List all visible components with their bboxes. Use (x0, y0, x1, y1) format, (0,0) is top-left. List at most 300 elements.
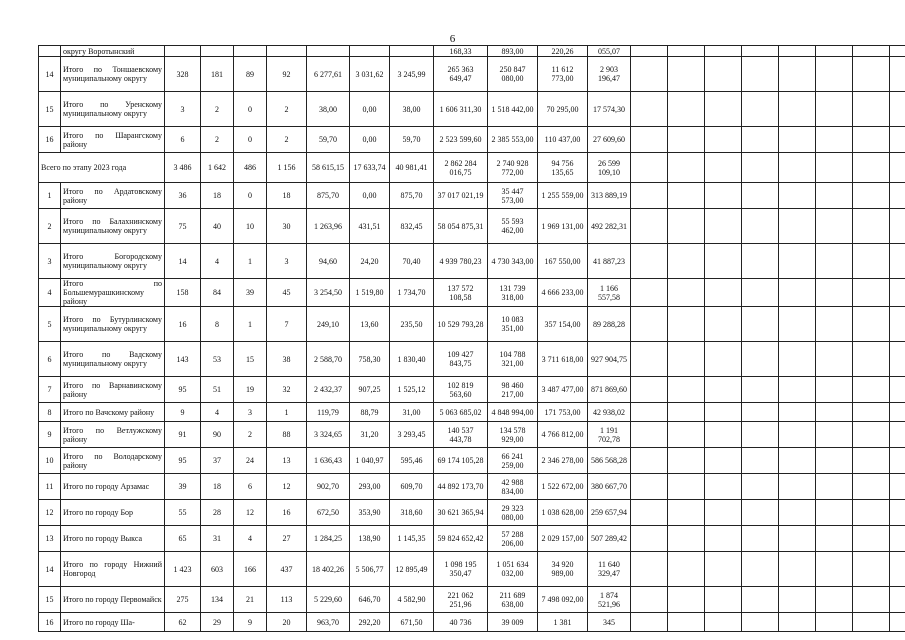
empty-cell (742, 127, 779, 153)
empty-cell (890, 474, 905, 500)
empty-cell (779, 279, 816, 307)
table-row (39, 448, 905, 474)
value-cell: 4 (201, 244, 234, 279)
value-cell: 1 734,70 (390, 279, 434, 307)
empty-cell (631, 587, 668, 613)
empty-cell (631, 526, 668, 552)
empty-cell (816, 92, 853, 127)
empty-cell (816, 448, 853, 474)
value-cell: 16 (267, 500, 307, 526)
value-cell: 44 892 173,70 (434, 474, 488, 500)
value-cell: 166 (234, 552, 267, 587)
row-number: 8 (39, 403, 61, 422)
empty-cell (890, 244, 905, 279)
empty-cell (631, 183, 668, 209)
empty-cell (742, 46, 779, 57)
value-cell: 1 (234, 307, 267, 342)
value-cell: 92 (267, 57, 307, 92)
value-cell: 211 689 638,00 (488, 587, 538, 613)
empty-cell (816, 587, 853, 613)
empty-cell (779, 209, 816, 244)
row-name: Итого по Володарскому району (61, 448, 165, 474)
value-cell: 2 (234, 422, 267, 448)
row-name: Итого по Уренскому муниципальному округу (61, 92, 165, 127)
value-cell: 1 191 702,78 (588, 422, 631, 448)
empty-cell (742, 342, 779, 377)
value-cell: 318,60 (390, 500, 434, 526)
empty-cell (705, 422, 742, 448)
empty-cell (890, 448, 905, 474)
empty-cell (742, 153, 779, 183)
empty-cell (668, 279, 705, 307)
value-cell: 220,26 (538, 46, 588, 57)
empty-cell (705, 613, 742, 632)
value-cell: 171 753,00 (538, 403, 588, 422)
value-cell: 109 427 843,75 (434, 342, 488, 377)
value-cell: 3 031,62 (350, 57, 390, 92)
empty-cell (742, 587, 779, 613)
value-cell: 431,51 (350, 209, 390, 244)
value-cell: 1 051 634 032,00 (488, 552, 538, 587)
empty-cell (742, 377, 779, 403)
empty-cell (816, 244, 853, 279)
empty-cell (779, 448, 816, 474)
value-cell: 2 862 284 016,75 (434, 153, 488, 183)
empty-cell (705, 587, 742, 613)
empty-cell (816, 422, 853, 448)
empty-cell (853, 448, 890, 474)
value-cell: 32 (267, 377, 307, 403)
value-cell: 14 (165, 244, 201, 279)
value-cell: 59 824 652,42 (434, 526, 488, 552)
value-cell: 110 437,00 (538, 127, 588, 153)
table-row (39, 279, 905, 307)
empty-cell (668, 153, 705, 183)
row-name: Итого по Балахнинскому муниципальному округу (61, 209, 165, 244)
empty-cell (779, 474, 816, 500)
value-cell: 1 263,96 (307, 209, 350, 244)
table-row (39, 422, 905, 448)
empty-cell (853, 403, 890, 422)
value-cell: 7 498 092,00 (538, 587, 588, 613)
empty-cell (890, 209, 905, 244)
value-cell: 0,00 (350, 127, 390, 153)
row-name: Итого по Вадскому муниципальному округу (61, 342, 165, 377)
empty-cell (890, 500, 905, 526)
value-cell: 902,70 (307, 474, 350, 500)
empty-cell (668, 474, 705, 500)
empty-cell (816, 403, 853, 422)
empty-cell (890, 153, 905, 183)
row-number: 6 (39, 342, 61, 377)
value-cell: 113 (267, 587, 307, 613)
value-cell: 3 487 477,00 (538, 377, 588, 403)
value-cell: 3 486 (165, 153, 201, 183)
row-name: Итого по городу Бор (61, 500, 165, 526)
value-cell: 39 (234, 279, 267, 307)
value-cell: 0,00 (350, 92, 390, 127)
empty-cell (705, 474, 742, 500)
empty-cell (816, 209, 853, 244)
value-cell: 158 (165, 279, 201, 307)
row-number: 16 (39, 127, 61, 153)
value-cell: 58 054 875,31 (434, 209, 488, 244)
empty-cell (890, 552, 905, 587)
value-cell: 137 572 108,58 (434, 279, 488, 307)
empty-cell (853, 46, 890, 57)
value-cell: 3 711 618,00 (538, 342, 588, 377)
empty-cell (890, 92, 905, 127)
value-cell: 293,00 (350, 474, 390, 500)
empty-cell (816, 153, 853, 183)
value-cell: 507 289,42 (588, 526, 631, 552)
empty-cell (890, 279, 905, 307)
empty-cell (668, 377, 705, 403)
value-cell: 586 568,28 (588, 448, 631, 474)
empty-cell (668, 422, 705, 448)
table-row (39, 474, 905, 500)
value-cell: 138,90 (350, 526, 390, 552)
value-cell: 3 324,65 (307, 422, 350, 448)
value-cell: 1 255 559,00 (538, 183, 588, 209)
empty-cell (631, 57, 668, 92)
value-cell: 1 636,43 (307, 448, 350, 474)
value-cell: 250 847 080,00 (488, 57, 538, 92)
value-cell: 221 062 251,96 (434, 587, 488, 613)
value-cell: 1 040,97 (350, 448, 390, 474)
row-number: 9 (39, 422, 61, 448)
empty-cell (631, 403, 668, 422)
table-body (39, 46, 905, 632)
empty-cell (668, 57, 705, 92)
empty-cell (668, 209, 705, 244)
empty-cell (668, 183, 705, 209)
value-cell: 875,70 (307, 183, 350, 209)
empty-cell (853, 500, 890, 526)
empty-cell (705, 342, 742, 377)
value-cell: 871 869,60 (588, 377, 631, 403)
empty-cell (705, 279, 742, 307)
empty-cell (631, 552, 668, 587)
empty-cell (631, 448, 668, 474)
empty-cell (631, 46, 668, 57)
value-cell: 1 038 628,00 (538, 500, 588, 526)
value-cell: 1 969 131,00 (538, 209, 588, 244)
empty-cell (890, 526, 905, 552)
value-cell: 69 174 105,28 (434, 448, 488, 474)
empty-cell (779, 57, 816, 92)
value-cell: 1 381 (538, 613, 588, 632)
value-cell: 11 640 329,47 (588, 552, 631, 587)
value-cell: 104 788 321,00 (488, 342, 538, 377)
value-cell: 1 423 (165, 552, 201, 587)
empty-cell (668, 403, 705, 422)
empty-cell (890, 403, 905, 422)
value-cell: 84 (201, 279, 234, 307)
table-row (39, 46, 905, 57)
value-cell: 91 (165, 422, 201, 448)
empty-cell (631, 92, 668, 127)
value-cell: 39 (165, 474, 201, 500)
value-cell: 758,30 (350, 342, 390, 377)
table-row (39, 403, 905, 422)
empty-cell (668, 307, 705, 342)
row-name: Итого по городу Первомайск (61, 587, 165, 613)
value-cell: 7 (267, 307, 307, 342)
value-cell: 18 (201, 474, 234, 500)
empty-cell (742, 92, 779, 127)
table-row (39, 613, 905, 632)
value-cell: 62 (165, 613, 201, 632)
row-name: Итого Богородскому муниципальному округу (61, 244, 165, 279)
empty-cell (890, 307, 905, 342)
empty-cell (890, 46, 905, 57)
value-cell: 42 938,02 (588, 403, 631, 422)
value-cell: 58 615,15 (307, 153, 350, 183)
value-cell: 30 (267, 209, 307, 244)
empty-cell (631, 613, 668, 632)
table-row (39, 92, 905, 127)
empty-cell (742, 474, 779, 500)
value-cell: 17 574,30 (588, 92, 631, 127)
value-cell: 2 (267, 127, 307, 153)
value-cell: 24,20 (350, 244, 390, 279)
value-cell (234, 46, 267, 57)
value-cell: 30 621 365,94 (434, 500, 488, 526)
value-cell: 27 (267, 526, 307, 552)
value-cell: 907,25 (350, 377, 390, 403)
value-cell: 12 (234, 500, 267, 526)
value-cell: 0 (234, 127, 267, 153)
value-cell: 5 229,60 (307, 587, 350, 613)
empty-cell (631, 500, 668, 526)
value-cell: 486 (234, 153, 267, 183)
value-cell: 27 609,60 (588, 127, 631, 153)
empty-cell (890, 57, 905, 92)
empty-cell (705, 153, 742, 183)
row-name: Итого по Бутурлинскому муниципальному округу (61, 307, 165, 342)
value-cell: 0,00 (350, 183, 390, 209)
value-cell: 1 (234, 244, 267, 279)
value-cell: 102 819 563,60 (434, 377, 488, 403)
row-name: Итого по Варнавинскому району (61, 377, 165, 403)
table-row (39, 526, 905, 552)
empty-cell (742, 57, 779, 92)
table-row (39, 57, 905, 92)
value-cell: 595,46 (390, 448, 434, 474)
row-number: 3 (39, 244, 61, 279)
value-cell: 38 (267, 342, 307, 377)
empty-cell (705, 92, 742, 127)
value-cell: 1 874 521,96 (588, 587, 631, 613)
empty-cell (853, 57, 890, 92)
table-row (39, 587, 905, 613)
value-cell (307, 46, 350, 57)
value-cell: 13 (267, 448, 307, 474)
value-cell: 40 736 (434, 613, 488, 632)
table-row (39, 244, 905, 279)
empty-cell (631, 244, 668, 279)
empty-cell (742, 422, 779, 448)
row-number: 14 (39, 57, 61, 92)
empty-cell (779, 587, 816, 613)
empty-cell (668, 92, 705, 127)
row-number: 13 (39, 526, 61, 552)
empty-cell (853, 279, 890, 307)
value-cell: 5 063 685,02 (434, 403, 488, 422)
empty-cell (890, 422, 905, 448)
value-cell: 26 599 109,10 (588, 153, 631, 183)
value-cell: 4 848 994,00 (488, 403, 538, 422)
value-cell: 3 (165, 92, 201, 127)
value-cell: 40 981,41 (390, 153, 434, 183)
value-cell: 6 (165, 127, 201, 153)
value-cell: 131 739 318,00 (488, 279, 538, 307)
empty-cell (853, 153, 890, 183)
empty-cell (816, 127, 853, 153)
empty-cell (668, 500, 705, 526)
value-cell: 55 (165, 500, 201, 526)
value-cell: 42 988 834,00 (488, 474, 538, 500)
empty-cell (779, 92, 816, 127)
empty-cell (705, 500, 742, 526)
value-cell: 292,20 (350, 613, 390, 632)
value-cell: 2 (267, 92, 307, 127)
value-cell: 94 756 135,65 (538, 153, 588, 183)
value-cell: 345 (588, 613, 631, 632)
value-cell: 1 522 672,00 (538, 474, 588, 500)
empty-cell (779, 342, 816, 377)
table-row (39, 153, 905, 183)
empty-cell (631, 279, 668, 307)
empty-cell (668, 448, 705, 474)
empty-cell (668, 613, 705, 632)
row-number: 4 (39, 279, 61, 307)
value-cell: 5 506,77 (350, 552, 390, 587)
value-cell: 181 (201, 57, 234, 92)
empty-cell (853, 587, 890, 613)
value-cell: 2 346 278,00 (538, 448, 588, 474)
empty-cell (853, 92, 890, 127)
empty-cell (779, 613, 816, 632)
empty-cell (742, 307, 779, 342)
empty-cell (779, 153, 816, 183)
value-cell: 1 519,80 (350, 279, 390, 307)
value-cell: 6 (234, 474, 267, 500)
empty-cell (779, 46, 816, 57)
value-cell: 11 612 773,00 (538, 57, 588, 92)
value-cell: 88 (267, 422, 307, 448)
value-cell: 235,50 (390, 307, 434, 342)
row-number: 1 (39, 183, 61, 209)
empty-cell (853, 307, 890, 342)
value-cell: 2 523 599,60 (434, 127, 488, 153)
value-cell: 437 (267, 552, 307, 587)
value-cell (201, 46, 234, 57)
row-name: Итого по Большемурашкинскому району (61, 279, 165, 307)
empty-cell (742, 279, 779, 307)
row-name: Итого по Ардатовскому району (61, 183, 165, 209)
empty-cell (705, 244, 742, 279)
value-cell: 832,45 (390, 209, 434, 244)
empty-cell (742, 448, 779, 474)
value-cell: 1 606 311,30 (434, 92, 488, 127)
empty-cell (705, 403, 742, 422)
value-cell: 2 903 196,47 (588, 57, 631, 92)
empty-cell (853, 552, 890, 587)
value-cell: 57 288 206,00 (488, 526, 538, 552)
value-cell: 13,60 (350, 307, 390, 342)
value-cell: 17 633,74 (350, 153, 390, 183)
empty-cell (779, 526, 816, 552)
value-cell: 492 282,31 (588, 209, 631, 244)
table-row (39, 342, 905, 377)
value-cell: 927 904,75 (588, 342, 631, 377)
empty-cell (779, 183, 816, 209)
empty-cell (853, 244, 890, 279)
empty-cell (779, 403, 816, 422)
value-cell: 055,07 (588, 46, 631, 57)
empty-cell (705, 46, 742, 57)
table-row (39, 307, 905, 342)
value-cell: 3 245,99 (390, 57, 434, 92)
value-cell: 3 293,45 (390, 422, 434, 448)
empty-cell (816, 613, 853, 632)
empty-cell (853, 613, 890, 632)
value-cell: 609,70 (390, 474, 434, 500)
table-row (39, 127, 905, 153)
empty-cell (631, 127, 668, 153)
value-cell: 1 284,25 (307, 526, 350, 552)
empty-cell (742, 500, 779, 526)
empty-cell (742, 526, 779, 552)
value-cell: 875,70 (390, 183, 434, 209)
row-number: 15 (39, 92, 61, 127)
empty-cell (668, 342, 705, 377)
table-row (39, 209, 905, 244)
empty-cell (742, 183, 779, 209)
empty-cell (705, 307, 742, 342)
row-name: Итого по Ветлужскому району (61, 422, 165, 448)
value-cell: 37 (201, 448, 234, 474)
empty-cell (705, 209, 742, 244)
value-cell: 1 642 (201, 153, 234, 183)
empty-cell (631, 153, 668, 183)
value-cell: 603 (201, 552, 234, 587)
empty-cell (853, 422, 890, 448)
value-cell: 12 895,49 (390, 552, 434, 587)
value-cell: 15 (234, 342, 267, 377)
empty-cell (816, 307, 853, 342)
row-name: Итого по городу Арзамас (61, 474, 165, 500)
empty-cell (816, 183, 853, 209)
row-number: 2 (39, 209, 61, 244)
empty-cell (890, 587, 905, 613)
value-cell: 20 (267, 613, 307, 632)
value-cell: 671,50 (390, 613, 434, 632)
value-cell: 1 156 (267, 153, 307, 183)
value-cell: 53 (201, 342, 234, 377)
table-row (39, 183, 905, 209)
value-cell: 18 (267, 183, 307, 209)
value-cell: 2 432,37 (307, 377, 350, 403)
value-cell: 963,70 (307, 613, 350, 632)
empty-cell (668, 244, 705, 279)
empty-cell (890, 613, 905, 632)
value-cell: 16 (165, 307, 201, 342)
value-cell: 24 (234, 448, 267, 474)
empty-cell (779, 307, 816, 342)
